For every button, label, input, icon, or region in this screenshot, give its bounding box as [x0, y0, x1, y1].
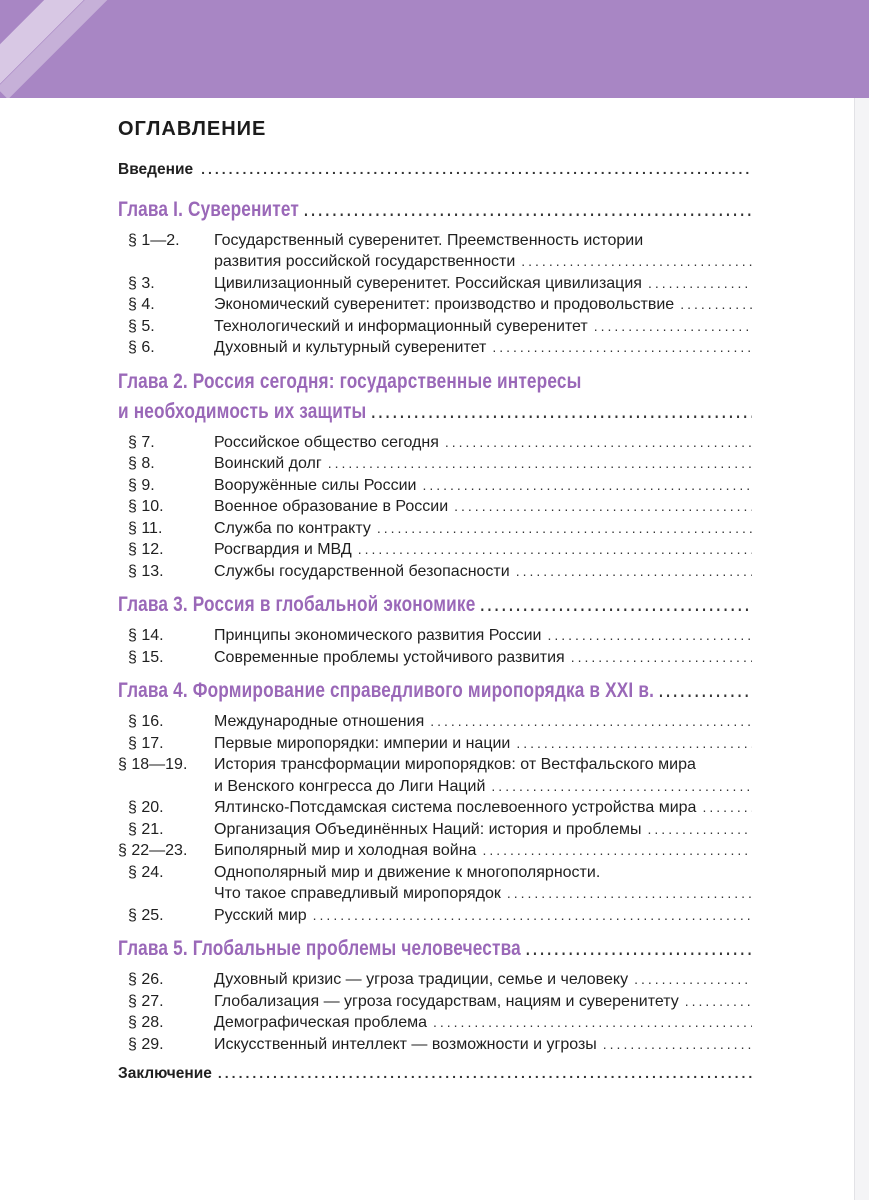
dot-leader — [571, 647, 752, 669]
section-number: § 20. — [128, 799, 164, 816]
section-title: Русский мир — [214, 906, 307, 924]
section-number: § 3. — [128, 274, 155, 292]
section-line — [118, 294, 752, 316]
chapter-title-text: Глава 3. Россия в глобальной экономике — [118, 593, 476, 616]
dot-leader — [594, 316, 752, 338]
dot-leader — [547, 625, 752, 647]
section-number: § 1—2. — [128, 231, 180, 249]
dot-leader — [445, 432, 752, 454]
chapter-heading[interactable] — [118, 195, 752, 226]
chapter-heading[interactable] — [118, 590, 752, 621]
chapter-title-line — [118, 934, 752, 965]
section-entry[interactable] — [118, 539, 752, 561]
section-line — [118, 230, 752, 252]
dot-leader — [516, 561, 752, 583]
section-line — [118, 819, 752, 841]
dot-leader — [371, 398, 752, 428]
section-line — [118, 862, 752, 884]
section-number: § 12. — [128, 541, 164, 558]
chapter-title-line — [118, 397, 752, 428]
section-line — [118, 496, 752, 518]
section-entry[interactable] — [118, 754, 752, 797]
dot-leader — [482, 840, 752, 862]
dot-leader — [422, 475, 752, 497]
section-number: § 16. — [128, 713, 164, 730]
section-title: Российское общество сегодня — [214, 433, 439, 451]
section-title: Однополярный мир и движение к многополярности. — [214, 863, 601, 881]
section-entry[interactable] — [118, 432, 752, 454]
section-number: § 22—23. — [118, 842, 188, 859]
chapter-heading[interactable] — [118, 367, 752, 428]
dot-leader — [702, 797, 752, 819]
section-title: Служба по контракту — [214, 519, 371, 537]
section-title: Вооружённые силы России — [214, 476, 417, 494]
dot-leader — [480, 591, 752, 621]
dot-leader — [492, 337, 752, 359]
chapter-heading[interactable] — [118, 934, 752, 965]
section-number: § 6. — [128, 339, 155, 356]
section-number: § 7. — [128, 433, 155, 451]
dot-leader — [304, 196, 752, 226]
section-entry[interactable] — [118, 905, 752, 927]
section-title: Ялтинско-Потсдамская система послевоенного устройства мира — [214, 799, 697, 816]
section-entry[interactable] — [118, 711, 752, 733]
section-entry[interactable] — [118, 819, 752, 841]
section-title: Принципы экономического развития России — [214, 627, 542, 644]
section-line — [118, 539, 752, 561]
section-line — [118, 905, 752, 927]
section-line — [118, 1034, 752, 1056]
chapter-title-line — [118, 590, 752, 621]
entry-text: Введение — [118, 161, 194, 178]
chapter-title-text: Глава 5. Глобальные проблемы человечества — [118, 937, 521, 960]
section-entry[interactable] — [118, 230, 752, 273]
section-entry[interactable] — [118, 1034, 752, 1056]
section-line — [118, 1012, 752, 1034]
section-number: § 9. — [128, 476, 155, 494]
dot-leader — [454, 496, 752, 518]
section-line — [118, 316, 752, 338]
section-entry[interactable] — [118, 273, 752, 295]
section-line — [118, 625, 752, 647]
section-title: Технологический и информационный суверенитет — [214, 317, 588, 335]
chapter-title-text: Глава I. Суверенитет — [118, 197, 300, 221]
section-line — [118, 561, 752, 583]
chapter-title-text: и необходимость их защиты — [118, 399, 367, 423]
dot-leader — [433, 1012, 752, 1034]
section-entry[interactable] — [118, 316, 752, 338]
dot-leader — [201, 159, 752, 181]
section-entry[interactable] — [118, 733, 752, 755]
dot-leader — [507, 883, 752, 905]
section-line — [118, 432, 752, 454]
dot-leader — [685, 991, 752, 1013]
entry-text: Заключение — [118, 1065, 212, 1082]
section-title: Организация Объединённых Наций: история и проблемы — [214, 820, 642, 838]
section-title: Духовный кризис — угроза традиции, семье и человеку — [214, 971, 629, 988]
section-entry[interactable] — [118, 294, 752, 316]
section-entry[interactable] — [118, 991, 752, 1013]
dot-leader — [313, 905, 752, 927]
section-entry[interactable] — [118, 518, 752, 540]
section-line — [118, 711, 752, 733]
chapter-block — [118, 934, 752, 1055]
chapter-title-line — [118, 195, 752, 226]
section-line — [118, 776, 752, 798]
section-line — [118, 251, 752, 273]
section-title: Первые миропорядки: империи и нации — [214, 734, 511, 752]
dot-leader — [516, 733, 752, 755]
section-number: § 29. — [128, 1035, 164, 1053]
section-title: развития российской государственности — [214, 253, 516, 270]
section-number: § 28. — [128, 1014, 164, 1031]
section-title: Международные отношения — [214, 713, 425, 730]
section-title: Военное образование в России — [214, 498, 449, 515]
section-title: Службы государственной безопасности — [214, 562, 510, 580]
chapter-title-line — [118, 676, 752, 707]
section-number: § 8. — [128, 455, 155, 472]
section-title: История трансформации миропорядков: от Вестфальского мира — [214, 756, 696, 773]
dot-leader — [648, 273, 752, 295]
section-line — [118, 273, 752, 295]
dot-leader — [521, 251, 752, 273]
section-title: Современные проблемы устойчивого развития — [214, 648, 565, 666]
section-entry[interactable] — [118, 625, 752, 647]
dot-leader — [634, 969, 752, 991]
section-line — [118, 647, 752, 669]
chapter-block — [118, 590, 752, 668]
section-number: § 18—19. — [118, 756, 188, 773]
section-line — [118, 991, 752, 1013]
section-title: Цивилизационный суверенитет. Российская цивилизация — [214, 274, 642, 292]
section-number: § 14. — [128, 627, 164, 644]
section-entry[interactable] — [118, 475, 752, 497]
section-title: Духовный и культурный суверенитет — [214, 339, 487, 356]
section-line — [118, 337, 752, 359]
section-number: § 24. — [128, 863, 164, 881]
section-entry[interactable] — [118, 496, 752, 518]
section-entry[interactable] — [118, 1012, 752, 1034]
section-line — [118, 754, 752, 776]
section-entry[interactable] — [118, 969, 752, 991]
section-title: Государственный суверенитет. Преемственность истории — [214, 231, 644, 249]
section-entry[interactable] — [118, 840, 752, 862]
header-band — [0, 0, 869, 98]
section-line — [118, 733, 752, 755]
dot-leader — [218, 1063, 752, 1085]
section-number: § 4. — [128, 296, 155, 313]
section-number: § 11. — [128, 519, 163, 537]
dot-leader — [491, 776, 752, 798]
section-title: Демографическая проблема — [214, 1014, 427, 1031]
section-line — [118, 883, 752, 905]
dot-leader — [328, 453, 752, 475]
page-title: ОГЛАВЛЕНИЕ — [118, 118, 267, 140]
toc-entry-introduction[interactable] — [118, 159, 752, 181]
section-number: § 21. — [128, 820, 164, 838]
page-edge — [854, 98, 869, 1200]
dot-leader — [526, 935, 752, 965]
dot-leader — [680, 294, 752, 316]
section-number: § 10. — [128, 498, 164, 515]
chapter-block — [118, 367, 752, 583]
section-title: Биполярный мир и холодная война — [214, 842, 477, 859]
section-title: Искусственный интеллект — возможности и угрозы — [214, 1035, 597, 1053]
section-title: Экономический суверенитет: производство и продовольствие — [214, 296, 675, 313]
table-of-contents — [118, 118, 752, 1085]
section-entry[interactable] — [118, 797, 752, 819]
section-line — [118, 453, 752, 475]
section-entry[interactable] — [118, 862, 752, 905]
section-title: Что такое справедливый миропорядок — [214, 885, 501, 902]
section-entry[interactable] — [118, 647, 752, 669]
section-number: § 25. — [128, 906, 164, 924]
chapter-block — [118, 195, 752, 359]
dot-leader — [358, 539, 752, 561]
section-line — [118, 840, 752, 862]
chapter-title-text: Глава 4. Формирование справедливого миропорядка в XXI в. — [118, 679, 655, 702]
dot-leader — [659, 677, 752, 707]
section-number: § 5. — [128, 317, 155, 335]
section-number: § 26. — [128, 971, 164, 988]
chapter-title-line — [118, 367, 752, 397]
section-entry[interactable] — [118, 453, 752, 475]
section-line — [118, 969, 752, 991]
section-title: и Венского конгресса до Лиги Наций — [214, 777, 486, 795]
section-line — [118, 797, 752, 819]
dot-leader — [430, 711, 752, 733]
chapter-heading[interactable] — [118, 676, 752, 707]
section-number: § 13. — [128, 562, 164, 580]
section-number: § 27. — [128, 992, 164, 1010]
section-number: § 15. — [128, 648, 164, 666]
dot-leader — [603, 1034, 752, 1056]
section-line — [118, 475, 752, 497]
dot-leader — [377, 518, 752, 540]
section-number: § 17. — [128, 734, 164, 752]
chapter-list — [118, 195, 752, 1056]
section-line — [118, 518, 752, 540]
section-entry[interactable] — [118, 561, 752, 583]
chapter-block — [118, 676, 752, 926]
toc-entry-conclusion[interactable] — [118, 1063, 752, 1085]
dot-leader — [648, 819, 752, 841]
chapter-title-text: Глава 2. Россия сегодня: государственные интересы — [118, 369, 582, 393]
section-title: Глобализация — угроза государствам, нациям и суверенитету — [214, 992, 679, 1010]
section-title: Воинский долг — [214, 455, 322, 472]
section-entry[interactable] — [118, 337, 752, 359]
section-title: Росгвардия и МВД — [214, 541, 352, 558]
